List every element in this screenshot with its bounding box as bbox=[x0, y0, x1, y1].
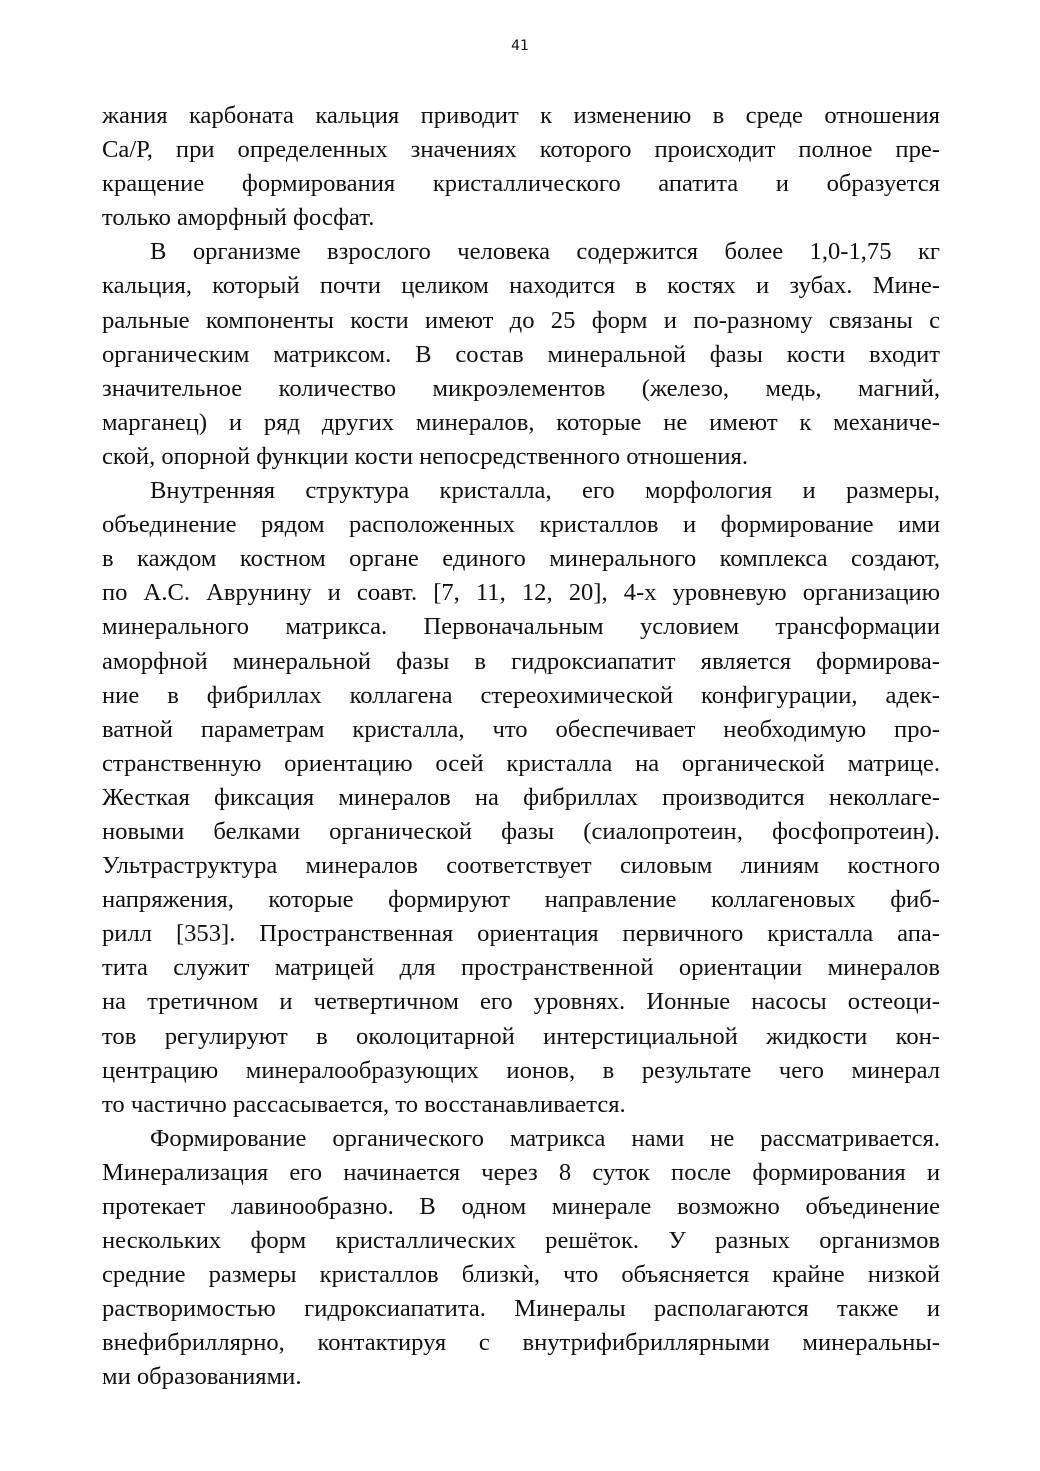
body-text bbox=[102, 99, 940, 1395]
text-line: марганец) и ряд других минералов, которые не имеют к механиче- bbox=[102, 408, 940, 436]
text-line: В организме взрослого человека содержится более 1,0-1,75 кг bbox=[150, 238, 940, 266]
text-line: Жесткая фиксация минералов на фибриллах производится неколлаге- bbox=[102, 783, 940, 811]
text-line: ральные компоненты кости имеют до 25 форм и по-разному связаны с bbox=[102, 306, 940, 334]
text-line: ние в фибриллах коллагена стереохимической конфигурации, адек- bbox=[102, 681, 940, 709]
text-line: странственную ориентацию осей кристалла на органической матрице. bbox=[102, 749, 940, 777]
text-line: Минерализация его начинается через 8 суток после формирования и bbox=[102, 1158, 940, 1186]
text-line: аморфной минеральной фазы в гидроксиапатит является формирова- bbox=[102, 647, 940, 675]
text-line: по А.С. Аврунину и соавт. [7, 11, 12, 20], 4-х уровневую организацию bbox=[102, 579, 940, 607]
page-number: 41 bbox=[511, 38, 529, 54]
text-line: тов регулируют в околоцитарной интерстициальной жидкости кон- bbox=[102, 1022, 940, 1050]
text-line: Формирование органического матрикса нами не рассматривается. bbox=[150, 1124, 940, 1152]
text-line: нескольких форм кристаллических решёток. У разных организмов bbox=[102, 1227, 940, 1255]
text-line: Внутренняя структура кристалла, его морфология и размеры, bbox=[150, 477, 940, 505]
text-line: ми образованиями. bbox=[102, 1363, 302, 1391]
text-line: минерального матрикса. Первоначальным условием трансформации bbox=[102, 613, 940, 641]
text-line: Са/Р, при определенных значениях которого происходит полное пре- bbox=[102, 136, 940, 164]
text-line: кальция, который почти целиком находится в костях и зубах. Мине- bbox=[102, 272, 940, 300]
text-line: в каждом костном органе единого минерального комплекса создают, bbox=[102, 545, 940, 573]
text-line: средние размеры кристаллов близкѝ, что объясняется крайне низкой bbox=[102, 1261, 940, 1289]
text-line: центрацию минералообразующих ионов, в результате чего минерал bbox=[102, 1056, 940, 1084]
text-line: протекает лавинообразно. В одном минерале возможно объединение bbox=[102, 1193, 940, 1220]
text-line: растворимостью гидроксиапатита. Минералы располагаются также и bbox=[102, 1295, 940, 1323]
text-line: рилл [353]. Пространственная ориентация первичного кристалла апа- bbox=[102, 920, 940, 948]
text-line: объединение рядом расположенных кристаллов и формирование ими bbox=[102, 511, 940, 539]
text-line: только аморфный фосфат. bbox=[102, 204, 375, 232]
text-line: жания карбоната кальция приводит к изменению в среде отношения bbox=[102, 102, 940, 129]
text-line: ской, опорной функции кости непосредственного отношения. bbox=[102, 442, 749, 470]
text-line: Ультраструктура минералов соответствует силовым линиям костного bbox=[102, 852, 940, 880]
text-line: значительное количество микроэлементов (железо, медь, магний, bbox=[102, 374, 940, 402]
text-line: кращение формирования кристаллического апатита и образуется bbox=[102, 170, 940, 198]
text-line: на третичном и четвертичном его уровнях. Ионные насосы остеоци- bbox=[102, 988, 940, 1016]
text-line: то частично рассасывается, то восстанавливается. bbox=[102, 1090, 626, 1118]
text-line: напряжения, которые формируют направление коллагеновых фиб- bbox=[102, 886, 940, 914]
text-line: органическим матриксом. В состав минеральной фазы кости входит bbox=[102, 340, 940, 368]
text-line: ватной параметрам кристалла, что обеспечивает необходимую про- bbox=[102, 715, 940, 743]
text-line: внефибриллярно, контактируя с внутрифибриллярными минеральны- bbox=[102, 1329, 940, 1357]
text-line: тита служит матрицей для пространственной ориентации минералов bbox=[102, 954, 940, 982]
text-line: новыми белками органической фазы (сиалопротеин, фосфопротеин). bbox=[102, 817, 940, 845]
